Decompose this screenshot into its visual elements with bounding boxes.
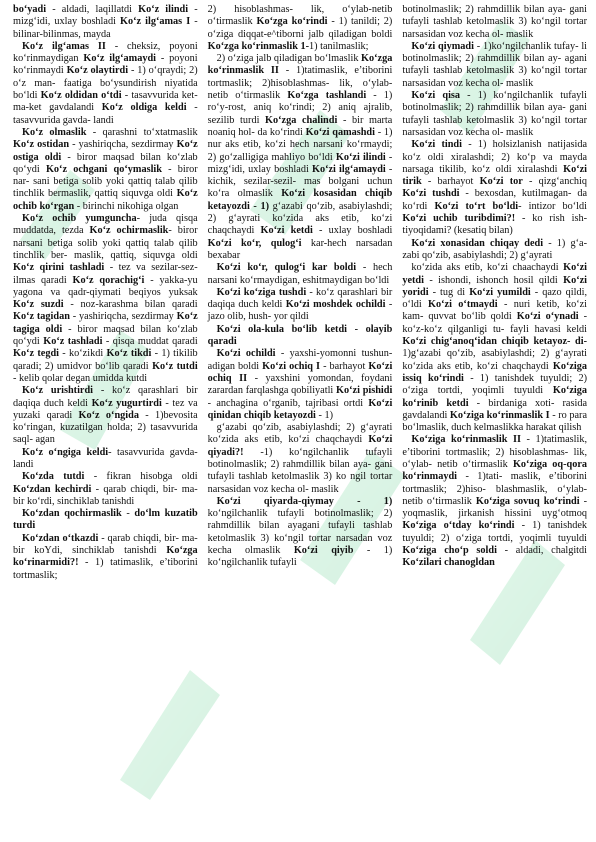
entry-term: Ko‘z suzdi xyxy=(13,299,64,311)
dictionary-paragraph xyxy=(402,238,587,263)
entry-term: Ko‘z qirini tashladi xyxy=(13,262,105,274)
dictionary-paragraph xyxy=(402,4,587,41)
entry-definition: - tug di xyxy=(428,286,470,298)
entry-term: Ko‘zdan qochirmaslik xyxy=(22,508,122,520)
entry-term: Ko‘zi ochiq I xyxy=(262,360,321,372)
entry-term: Ko‘zi tushdi xyxy=(402,188,460,200)
entry-definition: - qazo qildi, o‘ldi xyxy=(402,286,588,311)
entry-term: Ko‘z tashladi xyxy=(43,336,103,348)
entry-term: Ko‘z ilg‘amas II xyxy=(22,40,106,52)
entry-term: Ko‘zga ko‘rinmaslik II xyxy=(207,53,393,77)
entry-term: Ko‘z ilg‘amas I xyxy=(120,16,191,28)
dictionary-paragraph xyxy=(208,53,393,262)
entry-definition: - yashiriqcha, sezdirmay xyxy=(69,139,177,151)
entry-definition: - 1)tatimaslik, e’tiborini tortmaslik; 2) hisoblashmas- lik, o‘ylab- netib o‘tirmaslik xyxy=(402,434,588,470)
entry-definition: - tasavvurida gavda- landi xyxy=(13,102,198,126)
entry-definition: -1) ko‘ngilchanlik tufayli botinolmaslik; 2) rahmdillik bilan aya- gani tufayli tashlab ketolmaslik 3) ko ngil tortar narsasidan voz kecha ol- maslik xyxy=(207,446,393,495)
entry-definition: kar-hech narsadan bexabar xyxy=(207,237,393,261)
entry-term: Ko‘zi kosasidan chiqib ketayozdi - 1) xyxy=(207,188,393,212)
entry-term: Ko‘zi to‘rt bo‘ldi xyxy=(434,200,519,212)
entry-term: Ko‘zi pishidi xyxy=(336,385,393,397)
entry-definition: - xyxy=(121,508,135,520)
entry-definition: ko‘zida aks etib, ko‘zi chaachaydi xyxy=(411,262,564,274)
entry-term: Ko‘z ochib yumguncha xyxy=(22,213,137,225)
entry-term: Ko‘zi ochildi xyxy=(216,348,276,360)
entry-term: Ko‘zi yetdi xyxy=(402,262,588,286)
entry-definition: - mizg‘idi, uxlay boshladi xyxy=(207,151,393,175)
entry-term: Ko‘zi ochiq II xyxy=(207,360,393,384)
entry-term: Ko‘z tutdi xyxy=(152,360,198,372)
entry-term: Ko‘zi qinidan chiqib ketayozdi xyxy=(207,397,393,421)
entry-term: Ko‘zi qiymadi xyxy=(411,40,474,52)
entry-definition: - poyoni ko‘rinmaydi xyxy=(13,53,198,77)
entry-definition: - anchagina o‘rganib, tajribasi ortdi xyxy=(207,397,369,409)
entry-term: Ko‘ziga issiq ko‘rindi xyxy=(402,360,588,384)
entry-term: Ko‘ziga cho‘p soldi xyxy=(402,545,497,557)
entry-term: Ko‘zi xonasidan chiqay dedi xyxy=(411,237,544,249)
entry-definition: - juda qisqa muddatda, tezda xyxy=(13,213,198,237)
entry-definition: - yaxshi-yomonni tushun- adigan boldi xyxy=(207,348,393,372)
entry-term: Ko‘ziga ko‘rinib ketdi xyxy=(402,385,588,409)
dictionary-paragraph xyxy=(13,533,198,582)
dictionary-paragraph xyxy=(13,127,198,213)
dictionary-paragraph xyxy=(13,447,198,472)
entry-term: do‘lm kuzatib turdi xyxy=(13,508,198,532)
entry-definition: ko‘ngilchanlik tufayli botinolmaslik; 2) rahmdillik bilan ayagani tufayli tashlab ketolmaslik 3) ko‘ngil tortar narsadan voz kecha olmaslik xyxy=(207,508,393,557)
entry-definition: - biror maqsad bilan ko‘zlab qo‘ydi xyxy=(13,151,198,175)
entry-definition: - fikran hisobga oldi xyxy=(84,471,198,483)
entry-term: Ko‘ziga ko‘rinmaslik II xyxy=(411,434,521,446)
entry-definition: - yakka-yu yagona va qadr-qiymati beqiyos yuksak xyxy=(13,274,198,298)
entry-definition: - tez va sezilar-sez- ilmas qaradi xyxy=(13,262,198,286)
entry-definition: - qarab chiqdi, bir- ma-bir ko‘rdi, sinchiklab tanishdi xyxy=(13,483,198,507)
entry-term: Ko‘z oldidan o‘tdi xyxy=(40,90,122,102)
entry-definition: - bilinar-bilinmas, mayda xyxy=(13,16,198,40)
entry-term: Ko‘zi chig‘anoq‘idan chiqib ketayoz- di- xyxy=(402,336,588,348)
entry-definition: - yashiriqcha, sezdirmay xyxy=(69,311,177,323)
entry-definition: - bexosdan, kutilmagan- da ko‘rdi xyxy=(402,188,588,212)
dictionary-paragraph xyxy=(402,434,587,569)
entry-term: Ko‘z tegdi xyxy=(13,348,59,360)
entry-definition: - ko‘z qarashlari bir daqiqa duch keldi xyxy=(207,286,393,311)
entry-term: Ko‘zga ko‘rindi xyxy=(256,16,328,28)
dictionary-paragraph xyxy=(13,41,198,127)
entry-definition: - birinchi nikohiga olgan xyxy=(74,200,179,212)
entry-term: Ko‘z o‘ngida xyxy=(78,409,139,421)
entry-term: Ko‘z yugurtirdi xyxy=(91,397,162,409)
entry-definition: - 1) ko‘ngilchanlik tufayli botinolmaslik; 2) rahmdillik bilan aya- gani tufayli tashlab ketolmaslik 3) ko‘ngil tortar narsasidan voz kecha ol- maslik xyxy=(402,90,588,138)
dictionary-paragraph xyxy=(402,41,587,90)
dictionary-paragraph xyxy=(13,471,198,508)
dictionary-paragraph xyxy=(208,348,393,422)
text-column-3 xyxy=(402,4,587,838)
entry-term: bo‘yadi xyxy=(13,4,47,15)
entry-term: Ko‘ziga ko‘rinmaslik I xyxy=(449,409,550,421)
entry-definition: - 1) o‘qraydi; 2) o‘z man- faatiga bo‘ysundirish niyatida bo‘ldi xyxy=(13,65,198,102)
entry-definition: - 1)bevosita ko‘ringan, kuzatilgan holda; 2) tasavvurida saql- agan xyxy=(13,409,198,446)
entry-term: Ko‘zi ko‘r, qulog‘i kar boldi xyxy=(216,262,357,274)
entry-definition: - ko‘z-ko‘z qilganligi tu- fayli havasi keldi xyxy=(402,311,588,335)
entry-term: Ko‘z ilindi xyxy=(138,4,189,15)
entry-definition: botinolmaslik; 2) rahmdillik bilan aya- gani tufayli tashlab ketolmaslik 3) ko‘ngil tortar narsasidan voz kecha ol- maslik xyxy=(402,4,588,40)
entry-definition: - barhayot xyxy=(320,360,369,372)
dictionary-paragraph xyxy=(208,4,393,53)
entry-definition: - tez va yuzaki qaradi xyxy=(13,397,198,421)
entry-term: Ko‘zi yumildi xyxy=(469,286,531,298)
entry-term: Ko‘zi o‘ynadi xyxy=(516,311,579,323)
entry-term: Ko‘zga ko‘rinmaslik 1- xyxy=(207,40,310,52)
entry-term: Ko‘zi qiyib xyxy=(293,545,354,557)
entry-definition: - kichik, sezilar-sezil- mas bolgani uchun ko‘ra olmaslik xyxy=(207,163,393,200)
entry-definition: - mizg‘idi, uxlay boshladi xyxy=(13,4,198,28)
entry-definition: - cheksiz, poyoni ko‘rinmaydigan xyxy=(13,40,198,65)
entry-definition: - birdaniga xoti- rasida gavdalandi xyxy=(402,397,587,421)
entry-definition: - qizg‘anchiq xyxy=(522,176,588,188)
entry-definition: - uxlay boshladi xyxy=(312,225,393,237)
entry-definition: - yoqmaslik, jirkanish hissini uyg‘otmoq xyxy=(402,495,588,520)
dictionary-paragraph xyxy=(13,508,198,533)
entry-definition: - 1) tanishdek tuyuldi; 2) o‘ziga tortdi, yoqimli tuyuldi xyxy=(402,372,588,397)
entry-definition: - aldadi, laqillatdi xyxy=(46,4,139,15)
entry-term: Ko‘zi ilindi xyxy=(335,151,386,163)
entry-definition: 1)g‘azabi qo‘zib, asabiylashdi; 2) g‘ayrati ko‘zida aks etib, ko‘zi chaqchaydi xyxy=(402,348,588,372)
entry-definition: - 1) g‘a- zabi qo‘zib, asabiylashdi; 2) g‘ayrati xyxy=(402,237,588,261)
entry-definition: - biror narsani betiga solib yoki qattiq talab qilib tinchlik ber- maslik, qattiq, siquvga oldi xyxy=(13,225,198,261)
entry-definition: - 1) nur aks etib, ko‘zi hech narsani ko‘rmaydi; 2) go‘zalligiga mahliyo bo‘ldi xyxy=(207,126,393,163)
entry-term: Ko‘zga tashlandi xyxy=(287,90,367,102)
entry-term: Ko‘zdan kechirdi xyxy=(13,483,92,495)
entry-term: Ko‘z oldiga keldi xyxy=(101,102,187,114)
entry-definition: - bir marta noaniq hol- da ko‘rindi xyxy=(207,114,393,138)
entry-term: Ko‘z ochirmaslik xyxy=(89,225,169,237)
entry-definition: - kelib qolar degan umidda kutdi xyxy=(13,372,148,384)
entry-definition: 2) o‘ziga jalb qiladigan bo‘lmaslik xyxy=(216,53,362,65)
entry-term: Ko‘zga ko‘rinarmidi?! xyxy=(13,545,198,569)
entry-term: Ko‘zi ketdi xyxy=(260,225,313,237)
entry-definition: 1) tanilmaslik; xyxy=(309,40,369,52)
entry-term: Ko‘zi ilg‘amaydi xyxy=(311,163,386,175)
entry-definition: - 1)ko‘ngilchanlik tufay- li botinolmaslik; 2) rahmdillik bilan ay- agani tufayli tashlab ketolmaslik 3) ko‘ngil tortar narsasidan voz kecha ol- maslik xyxy=(402,40,588,89)
entry-definition: - 1) tanildi; 2) o‘ziga diqqat-e^tiborni jalb qiladigan boldi xyxy=(207,16,393,40)
entry-term: Ko‘zi qiyadi?! xyxy=(207,434,393,458)
entry-definition: - tasavvurida gavda- landi xyxy=(13,446,198,470)
entry-definition: - biror nar- sani betiga solib yoki qattiq talab qilib tinchlik bermaslik, qattiq siquvga oldi xyxy=(13,163,198,200)
entry-term: Ko‘z tagiga oldi xyxy=(13,311,198,335)
dictionary-paragraph xyxy=(13,4,198,41)
entry-term: Ko‘z ochgani qo‘ymaslik xyxy=(45,163,162,175)
entry-term: Ko‘zdan o‘tkazdi xyxy=(22,532,99,544)
entry-term: Ko‘z urishtirdi xyxy=(22,385,94,397)
entry-term: Ko‘zi qamashdi xyxy=(305,126,375,138)
entry-definition: - 1) ko‘ngilchanlik tufayli xyxy=(207,545,393,569)
entry-definition: - ishondi, ishonch hosil qildi xyxy=(423,274,564,286)
entry-definition: - aldadi, chalgitdi xyxy=(496,545,588,557)
dictionary-paragraph xyxy=(208,496,393,570)
entry-term: Ko‘z olaytirdi xyxy=(66,65,129,77)
entry-term: Ko‘zi moshdek ochildi xyxy=(285,299,386,311)
entry-definition: - ko‘z qarashlari bir daqiqa duch keldi xyxy=(13,385,198,409)
entry-term: Ko‘ziga oq-qora ko‘rinmaydi xyxy=(402,458,588,483)
entry-definition: - hech narsani ko‘rmaydigan, eshitmaydigan bo‘ldi xyxy=(207,262,393,286)
entry-term: Ko‘zi tirik xyxy=(402,163,588,188)
entry-term: Ko‘z ilg‘amaydi xyxy=(83,53,156,65)
entry-term: Ko‘z tagidan xyxy=(13,311,70,323)
dictionary-paragraph xyxy=(402,90,587,139)
entry-term: Ko‘zi ola-kula bo‘lib ketdi - olayib qaradi xyxy=(207,323,393,348)
entry-definition: - 1) holsizlanish natijasida ko‘z oldi xiralashdi; 2) ko‘p va mayda narsaga tikilib, ko‘z oldi xiralashdi xyxy=(402,139,588,175)
entry-term: Ko‘zga chalindi xyxy=(265,114,338,126)
entry-term: Ko‘zi o‘tmaydi xyxy=(428,299,498,311)
entry-definition: - ko‘zikdi xyxy=(59,348,107,360)
entry-definition: - ko rish ish- tiyoqidami? (kesatiq bilan) xyxy=(402,213,588,237)
entry-definition: - 1) tanishdek tuyuldi; 2) o‘ziga tortdi, yoqimli tuyuldi xyxy=(402,520,588,544)
entry-term: Ko‘ziga sovuq ko‘rindi xyxy=(475,495,580,507)
entry-term: Ko‘zi ko‘ziga tushdi xyxy=(216,286,307,298)
entry-definition: g‘azabi qo‘zib, asabiylashdi; 2) g‘ayrati ko‘zida aks etib, ko‘zi chaqchaydi xyxy=(207,422,393,446)
dictionary-paragraph xyxy=(208,262,393,287)
entry-term: Ko‘ziga o‘tday ko‘rindi xyxy=(402,520,515,532)
entry-term: Ko‘z olmaslik xyxy=(22,126,87,138)
entry-term: Ko‘zda tutdi xyxy=(22,471,85,483)
entry-term: Ko‘zi uchib turibdimi?! xyxy=(402,213,516,225)
text-column-1 xyxy=(13,4,198,838)
entry-definition: - 1) tikilib qaradi; 2) umidvor bo‘lib qaradi xyxy=(13,348,198,372)
entry-term: Ko‘zi yoridi xyxy=(402,274,588,298)
entry-definition: - 1) ro‘y-rost, aniq ko‘rindi; 2) aniq ajralib, sezilib turdi xyxy=(207,90,393,126)
entry-definition: - 1) xyxy=(315,409,333,421)
entry-definition: 2) hisoblashmas- lik, o‘ylab-netib o‘tirmaslik xyxy=(207,4,393,28)
entry-term: Ko‘zilari chanogldan xyxy=(402,557,495,569)
entry-definition: - qarashni to‘xtatmaslik xyxy=(86,126,198,138)
entry-definition: - jazo olib, hush- yor qildi xyxy=(207,299,393,323)
entry-term: Ko‘zi qisa xyxy=(411,90,461,102)
entry-definition: - yaxshini yomondan, foydani zarardan farqlashga qobiliyatli xyxy=(207,372,393,397)
entry-definition: - noz-karashma bilan qaradi xyxy=(63,299,198,311)
entry-term: Ko‘zi ko‘r, qulog‘i xyxy=(207,237,302,249)
dictionary-paragraph xyxy=(208,287,393,324)
dictionary-paragraph xyxy=(208,422,393,496)
entry-definition: - nuri ketib, ko‘zi kam- quvvat bo‘lib qoldi xyxy=(402,299,588,323)
dictionary-paragraph xyxy=(208,324,393,349)
entry-definition: - barhayot xyxy=(421,176,480,188)
entry-definition: - ro para bo‘lmaslik, duch kelmaslikka harakat qilish xyxy=(402,409,587,434)
entry-definition: - qisqa muddat qaradi xyxy=(102,336,198,348)
dictionary-page xyxy=(13,4,587,838)
dictionary-paragraph xyxy=(13,213,198,385)
entry-term: Ko‘z ochib ko‘rgan xyxy=(13,188,198,212)
entry-term: Ko‘z tikdi xyxy=(106,348,152,360)
entry-definition: - 1)tatimaslik, e’tiborini tortmaslik; 2)hisoblashmas- lik, o‘ylab- netib o‘tirmaslik xyxy=(207,65,393,102)
entry-term: Ko‘z ostidan xyxy=(13,139,70,151)
dictionary-paragraph xyxy=(402,139,587,237)
text-column-2 xyxy=(208,4,393,838)
dictionary-paragraph xyxy=(13,385,198,446)
entry-term: Ko‘zi tor xyxy=(479,176,523,188)
entry-term: Ko‘zi qiyarda-qiymay - 1) xyxy=(216,495,393,507)
entry-definition: - biror maqsad bilan ko‘zlab qo‘ydi xyxy=(13,323,198,348)
entry-term: Ko‘z o‘ngiga keldi xyxy=(22,446,109,458)
entry-definition: - tasavvurida ket- ma-ket gavdalandi xyxy=(13,90,198,114)
entry-term: Ko‘z qorachig‘i xyxy=(72,274,145,286)
entry-term: Ko‘zi tindi xyxy=(411,139,462,151)
entry-term: Ko‘z ostiga oldi xyxy=(13,139,198,163)
entry-definition: g‘azabi qo‘zib, asabiylashdi; 2) g‘ayrati ko‘zida aks etib, ko‘zi chaqchaydi xyxy=(207,200,393,237)
entry-definition: - 1)tati- maslik, e’tiborini tortmaslik; 2)hiso- blashmaslik, o‘ylab- netib o‘tirmaslik xyxy=(402,471,588,507)
entry-definition: - intizor bo‘ldi xyxy=(518,200,588,212)
entry-definition: - qarab chiqdi, bir- ma-bir koYdi, sinchiklab tanishdi xyxy=(13,532,198,557)
dictionary-paragraph xyxy=(402,262,587,434)
entry-definition: - 1) tatimaslik, e’tiborini tortmaslik; xyxy=(13,557,198,581)
